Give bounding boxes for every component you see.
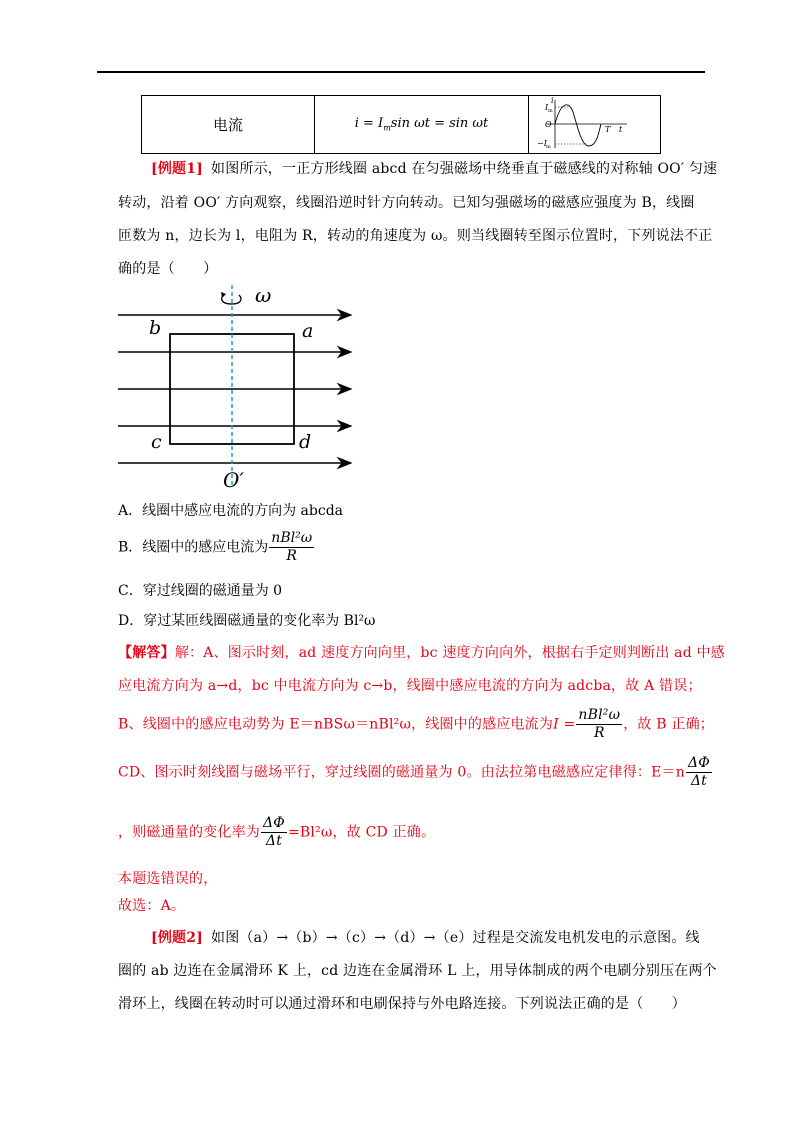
solution-tag: 【解答】 <box>118 645 175 661</box>
graph-o-label: O <box>545 120 552 129</box>
solution-cd-fraction <box>686 755 712 790</box>
formula-i: i = I <box>354 116 384 132</box>
table-graph-cell <box>529 96 661 154</box>
axis-o-prime-label: O′ <box>223 468 244 490</box>
corner-b-label: b <box>149 317 162 339</box>
solution-line-rate <box>118 815 435 850</box>
formula-rest: sin ωt = sin ωt <box>390 116 489 132</box>
solution-b-den: R <box>593 725 605 741</box>
example2-tag: [例题2] <box>151 930 203 946</box>
solution-cd-den: Δt <box>690 773 707 789</box>
option-b <box>118 530 315 565</box>
table-name: 电流 <box>212 116 243 134</box>
table-formula-cell <box>315 96 529 154</box>
header-rule <box>97 71 705 73</box>
graph-T-label: T <box>605 125 611 134</box>
sine-graph <box>529 96 660 153</box>
solution-rate-den: Δt <box>265 833 283 849</box>
solution-b-suffix: ，故 B 正确； <box>623 716 715 733</box>
option-c: C．穿过线圈的磁通量为 0 <box>118 583 283 599</box>
solution-rate-suffix: =Bl²ω，故 CD 正确。 <box>288 824 436 841</box>
solution-b-text: B、线圈中的感应电动势为 E＝nBSω＝nBl²ω，线圈中的感应电流为 <box>118 716 554 733</box>
example1-line4: 确的是（ ） <box>118 261 218 277</box>
option-b-text: B．线圈中的感应电流为 <box>118 539 269 556</box>
solution-text1: 解：A、图示时刻，ad 速度方向向里，bc 速度方向向外，根据右手定则判断出 ad 中感 <box>174 645 725 661</box>
example2-line2: 圈的 ab 边连在金属滑环 K 上，cd 边连在金属滑环 L 上，用导体制成的两个电刷分别压在两个 <box>118 963 717 979</box>
graph-neg-im-sub: m <box>546 144 551 150</box>
graph-sine-curve <box>555 105 601 146</box>
option-b-num: nBl²ω <box>271 530 313 546</box>
example2-line1 <box>151 927 700 947</box>
graph-t-label: t <box>619 125 623 134</box>
solution-cd-text: CD、图示时刻线圈与磁场平行，穿过线圈的磁通量为 0。由法拉第电磁感应定律得：E＝n <box>118 764 685 781</box>
formula-sub: m <box>383 123 391 133</box>
solution-answer: 故选：A。 <box>118 898 186 914</box>
example2-line3: 滑环上，线圈在转动时可以通过滑环和电刷保持与外电路连接。下列说法正确的是（ ） <box>118 996 686 1012</box>
solution-line2: 应电流方向为 a→d，bc 中电流方向为 c→b，线圈中感应电流的方向为 adcba，故 A 错误； <box>118 678 702 694</box>
option-b-fraction <box>269 530 314 565</box>
solution-rate-text: ，则磁通量的变化率为 <box>118 824 260 841</box>
example2-text1: 如图（a）→（b）→（c）→（d）→（e）过程是交流发电机发电的示意图。线 <box>211 930 700 946</box>
example1-tag: [例题1] <box>151 161 203 177</box>
solution-b-fraction <box>576 707 622 742</box>
solution-b-i: I = <box>553 716 576 733</box>
graph-im-label: I <box>545 103 549 112</box>
coil-figure <box>115 282 360 490</box>
solution-cd-num: ΔΦ <box>687 755 710 771</box>
graph-im-sub: m <box>548 108 553 114</box>
corner-c-label: c <box>151 431 162 453</box>
option-a: A．线圈中感应电流的方向为 abcda <box>118 503 344 519</box>
current-table <box>141 95 661 154</box>
example1-line3: 匝数为 n，边长为 l，电阻为 R，转动的角速度为 ω。则当线圈转至图示位置时，下列说法不正 <box>118 228 713 244</box>
example1-line2: 转动，沿着 OO′ 方向观察，线圈沿逆时针方向转动。已知匀强磁场的磁感应强度为 B，线圈 <box>118 195 695 211</box>
example1-line1 <box>151 158 717 178</box>
solution-rate-num: ΔΦ <box>263 815 285 831</box>
solution-select: 本题选错误的， <box>118 871 218 887</box>
corner-a-label: a <box>302 320 314 342</box>
example1-text1: 如图所示，一正方形线圈 abcd 在匀强磁场中绕垂直于磁感线的对称轴 OO′ 匀速 <box>211 161 718 177</box>
solution-rate-fraction <box>261 815 287 850</box>
option-d: D．穿过某匝线圈磁通量的变化率为 Bl²ω <box>118 613 376 629</box>
table-name-cell <box>142 96 315 154</box>
option-b-den: R <box>286 548 297 564</box>
graph-neg-im-label: −I <box>537 139 547 148</box>
solution-line-b <box>118 707 714 742</box>
solution-line-cd <box>118 755 713 790</box>
graph-i-label: i <box>551 96 554 105</box>
solution-line1 <box>118 642 725 662</box>
corner-d-label: d <box>299 431 312 453</box>
solution-b-num: nBl²ω <box>578 707 621 723</box>
omega-label: ω <box>255 283 272 307</box>
